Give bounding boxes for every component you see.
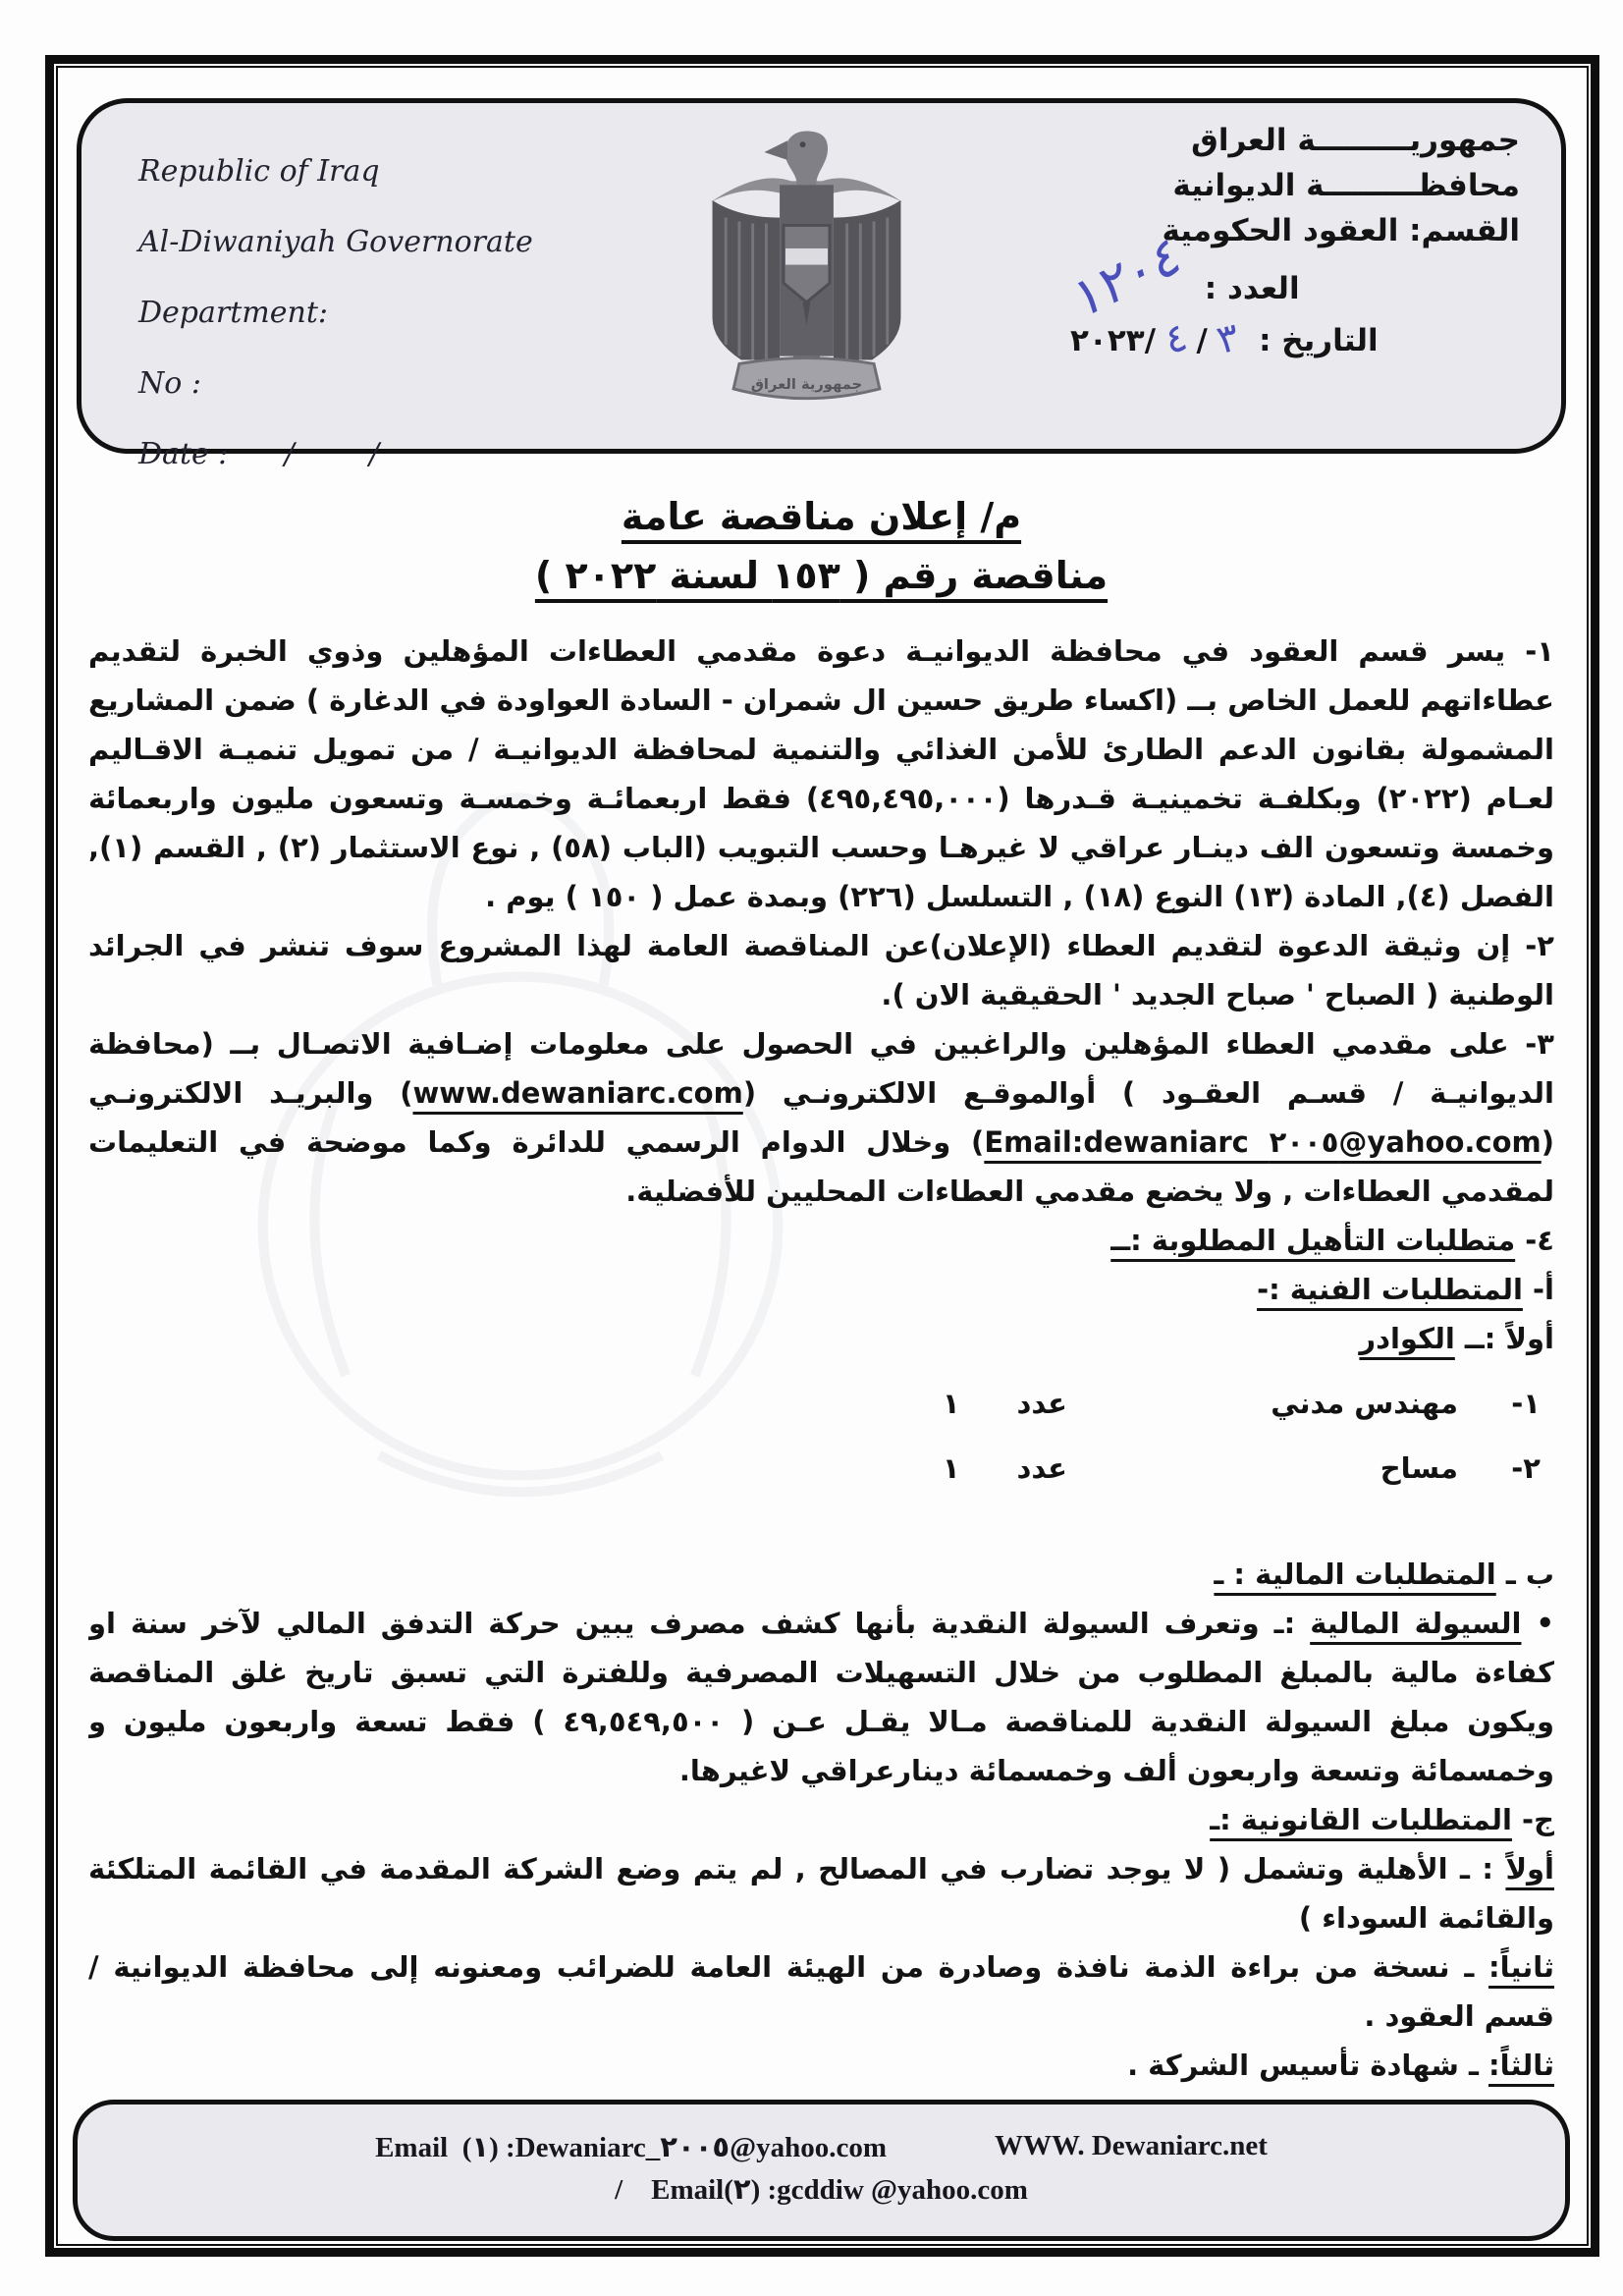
paragraph-3-contact-info	[88, 1019, 1554, 1216]
cadre-count-value: ١	[942, 1387, 960, 1420]
cadre-role: مهندس مدني	[1271, 1387, 1458, 1420]
tender-number-title: مناقصة رقم ( ١٥٣ لسنة ٢٠٢٢ )	[534, 554, 1109, 597]
date-separator: /	[1196, 323, 1208, 358]
bullet-icon: •	[1521, 1607, 1554, 1640]
paragraph-2-newspapers: ٢- إن وثيقة الدعوة لتقديم العطاء (الإعلان)عن المناقصة العامة لهذا المشروع سوف تنشر في الجرائد الوطنية ( الصباح ' صباح الجديد ' الحقيقية الان ).	[88, 929, 1554, 1011]
website-link: www.dewaniarc.com	[412, 1076, 743, 1110]
letterhead-governorate-ar: محافظـــــــــة الديوانية	[1172, 168, 1520, 203]
section-b-financial-heading: ب ـ المتطلبات المالية : ـ	[1214, 1558, 1554, 1591]
letterhead-department-en: Department:	[138, 296, 328, 330]
paragraph-3-text-before: ٣- على مقدمي العطاء المؤهلين والراغبين في الحصول على معلومات إضـافية الاتصـال بــ (محافظة الديوانيـة / قسـم العقـود ) أوالموقـع الالكترونـي (	[88, 1027, 1554, 1110]
cadre-count-value: ١	[942, 1451, 960, 1485]
letterhead-english-block	[81, 103, 543, 508]
document-subject-title: م/ إعلان مناقصة عامة	[621, 495, 1022, 538]
legal-requirement-first: أولاً : ـ الأهلية وتشمل ( لا يوجد تضارب في المصالح , لم يتم وضع الشركة المقدمة في القائمة المتلكئة والقائمة السوداء )	[88, 1852, 1554, 1935]
section-c-legal-heading: ج- المتطلبات القانونية :ـ	[1210, 1803, 1554, 1836]
letterhead-number-en: No :	[138, 366, 201, 401]
letterhead-country-en: Republic of Iraq	[138, 154, 380, 189]
footer-contact-box	[73, 2100, 1570, 2241]
financial-liquidity-paragraph: • السيولة المالية :ـ وتعرف السيولة النقدية بأنها كشف مصرف يبين حركة التدفق المالي لآخر سنة او كفاءة مالية بالمبلغ المطلوب من خلال التسهيلات المصرفية وللفترة التي تسبق تاريخ غلق المناقصة ويكون مبلغ السيولة النقدية للمناقصة مـالا يقـل عـن ( ٤٩,٥٤٩,٥٠٠ ) فقط تسعة واربعون مليون و وخمسمائة وتسعة واربعون ألف وخمسمائة دينارعراقي لاغيرها.	[88, 1607, 1554, 1787]
letterhead-department-ar: القسم: العقود الحكومية	[1162, 213, 1520, 248]
section-4-qualification-heading: ٤- متطلبات التأهيل المطلوبة :ــ	[1110, 1224, 1554, 1257]
paragraph-3-text-mid: ) والبريـد الالكترونـي (	[88, 1076, 1554, 1159]
footer-line-1	[78, 2130, 1565, 2164]
paragraph-3-text-after: ) وخلال الدوام الرسمي للدائرة وكما موضحة في التعليمات لمقدمي العطاءات , ولا يخضع مقدمي العطاءات المحليين للأفضلية.	[88, 1125, 1554, 1208]
cadre-index: ١-	[1511, 1387, 1541, 1420]
handwritten-document-number: ١٢٠٤	[1066, 221, 1187, 332]
handwritten-date-month: ٤	[1160, 314, 1192, 363]
paragraph-1-project-description: ١- يسر قسم العقود في محافظة الديوانيـة دعوة مقدمي العطاءات المؤهلين وذوي الخبرة لتقديم عطاءاتهم للعمل الخاص بــ (اكساء طريق حسين ال شمران - السادة العواودة في الدغارة ) ضمن المشاريع المشمولة بقانون الدعم الطارئ للأمن الغذائي والتنمية لمحافظة الديوانيـة / من تمويل تنميـة الاقـاليم لعـام (٢٠٢٢) وبكلفـة تخمينيـة قـدرها (٤٩٥,٤٩٥,٠٠٠) فقط اربعمائـة وخمسـة وتسعون مليون واربعمائة وخمسة وتسعون الف دينـار عراقي لا غيرهـا وحسب التبويب (الباب (٥٨) , نوع الاستثمار (٢) , القسم (١), الفصل (٤), المادة (١٣) النوع (١٨) , التسلسل (٢٢٦) وبمدة عمل ( ١٥٠ ) يوم .	[88, 634, 1554, 913]
letterhead-country-ar: جمهوريـــــــــة العراق	[1191, 123, 1520, 158]
date-label: التاريخ :	[1248, 323, 1379, 358]
cadre-role: مساح	[1380, 1451, 1458, 1485]
section-a-technical-heading: أ- المتطلبات الفنية :-	[1257, 1273, 1554, 1306]
cadre-index: ٢-	[1511, 1451, 1541, 1485]
cadre-row-surveyor	[88, 1444, 1554, 1493]
iraq-eagle-emblem	[543, 103, 1070, 508]
footer-email-2: / Email(٢) :gcddiw @yahoo.com	[615, 2174, 1028, 2206]
letterhead-date-en: Date : / /	[138, 437, 380, 471]
document-date-line	[1070, 314, 1520, 363]
legal-requirement-second: ثانياً: ـ نسخة من براءة الذمة نافذة وصادرة من الهيئة العامة للضرائب ومعنونه إلى محافظة الديوانية / قسم العقود .	[88, 1950, 1554, 2033]
title-block	[61, 495, 1582, 597]
letterhead-arabic-block	[1066, 103, 1561, 508]
email-link: Email:dewaniarc ٢٠٠٥@yahoo.com	[984, 1125, 1542, 1159]
legal-requirement-third: ثالثاً: ـ شهادة تأسيس الشركة .	[1127, 2049, 1554, 2082]
cadre-row-civil-engineer	[88, 1379, 1554, 1428]
emblem-scroll-text: جمهورية العراق	[750, 375, 863, 393]
handwritten-date-day: ٣	[1212, 314, 1244, 363]
liquidity-term: السيولة المالية	[1310, 1607, 1522, 1640]
date-year: ٢٠٢٣/	[1070, 323, 1157, 358]
footer-email-1: Email (١) :Dewaniarc_٢٠٠٥@yahoo.com	[375, 2132, 887, 2163]
letterhead-governorate-en: Al-Diwaniyah Governorate	[138, 225, 533, 259]
cadre-count-label: عدد	[1016, 1387, 1067, 1420]
cadres-heading: أولاً :ــ الكوادر	[1359, 1322, 1554, 1355]
document-number-label: العدد :	[1194, 271, 1300, 306]
footer-line-2	[78, 2172, 1565, 2207]
document-body	[88, 627, 1554, 2129]
footer-website: WWW. Dewaniarc.net	[995, 2130, 1268, 2161]
cadre-count-label: عدد	[1016, 1451, 1067, 1485]
letterhead-box	[77, 98, 1566, 471]
